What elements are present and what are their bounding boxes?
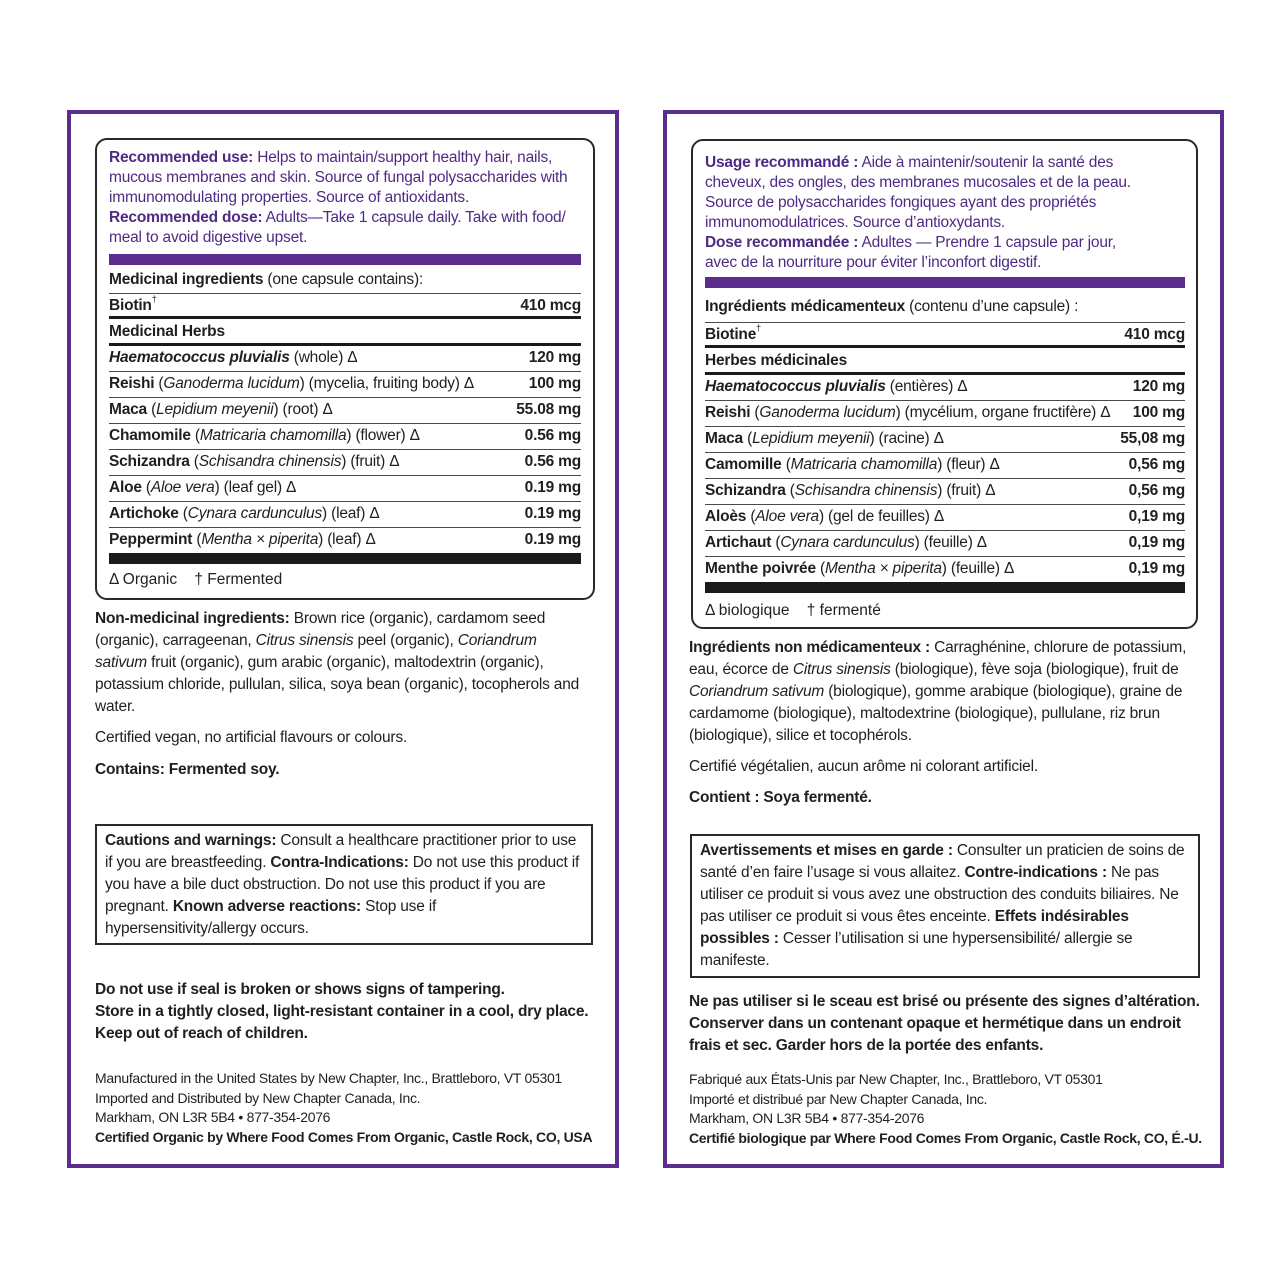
purple-divider	[109, 254, 581, 265]
medicinal-info-box	[95, 138, 595, 600]
medicinal-ingredients-heading: Ingrédients médicamenteux (contenu d’une capsule) :	[705, 298, 1079, 315]
black-divider	[705, 582, 1185, 593]
ingredient-name: Haematococcus pluvialis (whole) Δ	[109, 349, 358, 366]
ingredient-amount: 0.19 mg	[524, 505, 581, 522]
ingredient-amount: 0,19 mg	[1128, 560, 1185, 577]
recommended-dose-label: Dose recommandée :	[705, 234, 859, 251]
recommended-use-label: Usage recommandé :	[705, 154, 859, 171]
ingredient-name: Artichoke (Cynara cardunculus) (leaf) Δ	[109, 505, 380, 522]
label-panel-english	[67, 110, 619, 1168]
recommended-use-label: Recommended use:	[109, 149, 254, 166]
medicinal-info-box	[691, 139, 1198, 629]
ingredient-amount: 100 mg	[1132, 404, 1185, 421]
legend	[705, 601, 881, 621]
medicinal-ingredients-heading: Medicinal ingredients (one capsule contains):	[109, 271, 424, 288]
ingredient-row	[109, 372, 581, 398]
ingredient-name: Peppermint (Mentha × piperita) (leaf) Δ	[109, 531, 376, 548]
contains-statement: Contains: Fermented soy.	[95, 761, 280, 778]
ingredient-name: Maca (Lepidium meyenii) (root) Δ	[109, 401, 333, 418]
ingredient-name: Chamomile (Matricaria chamomilla) (flower) Δ	[109, 427, 420, 444]
ingredient-amount: 120 mg	[528, 349, 581, 366]
ingredient-amount: 0,56 mg	[1128, 456, 1185, 473]
ingredient-row	[705, 505, 1185, 531]
herbs-heading: Herbes médicinales	[705, 349, 1185, 375]
ingredient-row	[705, 453, 1185, 479]
ingredient-name: Menthe poivrée (Mentha × piperita) (feuille) Δ	[705, 560, 1015, 577]
ingredient-amount: 55.08 mg	[516, 401, 581, 418]
ingredient-amount: 0,19 mg	[1128, 534, 1185, 551]
ingredient-row	[705, 401, 1185, 427]
ingredient-row	[705, 479, 1185, 505]
ingredient-row	[109, 424, 581, 450]
ingredient-amount: 0.19 mg	[524, 531, 581, 548]
recommended-use-text: Aide à maintenir/soutenir la santé des cheveux, des ongles, des membranes mucosales et de la peau. Source de polysaccharides fongiques ayant des propriétés immunomodulatrices. Source d’antioxydants.	[705, 154, 1131, 231]
recommended-dose-label: Recommended dose:	[109, 209, 263, 226]
ingredient-amount: 0.56 mg	[524, 453, 581, 470]
ingredient-row-biotin: Biotine† 410 mcg	[705, 322, 1185, 348]
ingredient-amount: 0,19 mg	[1128, 508, 1185, 525]
ingredient-name: Camomille (Matricaria chamomilla) (fleur) Δ	[705, 456, 1000, 473]
vegan-statement: Certifié végétalien, aucun arôme ni colorant artificiel.	[689, 758, 1038, 775]
ingredient-name: Aloe (Aloe vera) (leaf gel) Δ	[109, 479, 297, 496]
ingredient-name: Schizandra (Schisandra chinensis) (fruit) Δ	[109, 453, 400, 470]
ingredient-amount: 0,56 mg	[1128, 482, 1185, 499]
vegan-statement: Certified vegan, no artificial flavours or colours.	[95, 729, 408, 746]
cautions-text: Cautions and warnings: Consult a healthcare practitioner prior to use if you are breastfeeding. Contra-Indications: Do not use this product if you have a bile duct obstruction. Do not use this product if you are pregnant. Known adverse reactions: Stop use if hypersensitivity/allergy occurs.	[105, 832, 580, 937]
ingredient-row	[705, 557, 1185, 583]
storage-instructions: Ne pas utiliser si le sceau est brisé ou présente des signes d’altération. Conserver dans un contenant opaque et hermétique dans un endroit frais et sec. Garder hors de la portée des enfants.	[689, 993, 1200, 1054]
manufacturer-info: Fabriqué aux États-Unis par New Chapter, Inc., Brattleboro, VT 05301 Importé et distribué par New Chapter Canada, Inc. Markham, ON L3R 5B4 • 877-354-2076 Certifié biologique par Where Food Comes From Organic, Castle Rock, CO, É.-U.	[689, 1071, 1202, 1146]
black-divider	[109, 553, 581, 564]
ingredient-row	[705, 375, 1185, 401]
recommended-use	[109, 148, 585, 248]
ingredient-amount: 120 mg	[1132, 378, 1185, 395]
cautions-text: Avertissements et mises en garde : Consulter un praticien de soins de santé d’en faire l’usage si vous allaitez. Contre-indications : Ne pas utiliser ce produit si vous avez une obstruction des conduits biliaires. Ne pas utiliser ce produit si vous êtes enceinte. Effets indésirables possibles : Cesser l’utilisation si une hypersensibilité/ allergie se manifeste.	[700, 842, 1185, 969]
storage-instructions: Do not use if seal is broken or shows signs of tampering. Store in a tightly closed, light-resistant container in a cool, dry place. Keep out of reach of children.	[95, 981, 589, 1042]
ingredient-amount: 55,08 mg	[1120, 430, 1185, 447]
non-medicinal-ingredients: Non-medicinal ingredients: Brown rice (organic), cardamom seed (organic), carrageenan, Citrus sinensis peel (organic), Coriandrum sativum fruit (organic), gum arabic (organic), maltodextrin (organic), potassium chloride, pullulan, silica, soya bean (organic), tocopherols and water.	[95, 610, 580, 715]
recommended-dose-text: Adultes — Prendre 1 capsule par jour, avec de la nourriture pour éviter l’inconfort digestif.	[705, 234, 1116, 271]
legend-organic: Δ biologique	[705, 602, 790, 619]
legend-fermented: † Fermented	[194, 571, 283, 588]
ingredient-amount: 0.19 mg	[524, 479, 581, 496]
ingredient-row	[705, 531, 1185, 557]
ingredient-name: Haematococcus pluvialis (entières) Δ	[705, 378, 968, 395]
non-medicinal-ingredients: Ingrédients non médicamenteux : Carraghénine, chlorure de potassium, eau, écorce de Citrus sinensis (biologique), fève soja (biologique), fruit de Coriandrum sativum (biologique), gomme arabique (biologique), graine de cardamome (biologique), maltodextrine (biologique), pullulane, riz brun (biologique), silice et tocophérols.	[689, 639, 1187, 744]
recommended-dose-text: Adults—Take 1 capsule daily. Take with food/ meal to avoid digestive upset.	[109, 209, 566, 246]
ingredient-row	[109, 398, 581, 424]
manufacturer-info: Manufactured in the United States by New Chapter, Inc., Brattleboro, VT 05301 Imported and Distributed by New Chapter Canada, Inc. Markham, ON L3R 5B4 • 877-354-2076 Certified Organic by Where Food Comes From Organic, Castle Rock, CO, USA	[95, 1070, 593, 1145]
legend	[109, 570, 282, 590]
ingredient-name: Maca (Lepidium meyenii) (racine) Δ	[705, 430, 944, 447]
legend-organic: Δ Organic	[109, 571, 178, 588]
recommended-use	[705, 153, 1135, 273]
ingredient-row	[109, 346, 581, 372]
ingredient-row	[705, 427, 1185, 453]
purple-divider	[705, 277, 1185, 288]
cautions-box	[95, 824, 593, 945]
ingredient-name: Reishi (Ganoderma lucidum) (mycelia, fruiting body) Δ	[109, 375, 475, 392]
ingredient-row	[109, 450, 581, 476]
ingredient-name: Reishi (Ganoderma lucidum) (mycélium, organe fructifère) Δ	[705, 404, 1111, 421]
ingredient-amount: 0.56 mg	[524, 427, 581, 444]
ingredient-row	[109, 502, 581, 528]
label-panel-french	[663, 110, 1224, 1168]
cautions-box	[690, 834, 1200, 978]
ingredient-row	[109, 476, 581, 502]
recommended-use-text: Helps to maintain/support healthy hair, nails, mucous membranes and skin. Source of fungal polysaccharides with immunomodulating properties. Source of antioxidants.	[109, 149, 568, 206]
ingredient-name: Artichaut (Cynara cardunculus) (feuille) Δ	[705, 534, 987, 551]
ingredient-row	[109, 528, 581, 554]
ingredient-name: Aloès (Aloe vera) (gel de feuilles) Δ	[705, 508, 945, 525]
ingredient-row-biotin: Biotin† 410 mcg	[109, 293, 581, 319]
contains-statement: Contient : Soya fermenté.	[689, 789, 872, 806]
ingredient-amount: 100 mg	[528, 375, 581, 392]
ingredient-name: Schizandra (Schisandra chinensis) (fruit) Δ	[705, 482, 996, 499]
herbs-heading: Medicinal Herbs	[109, 320, 581, 346]
legend-fermented: † fermenté	[806, 602, 881, 619]
